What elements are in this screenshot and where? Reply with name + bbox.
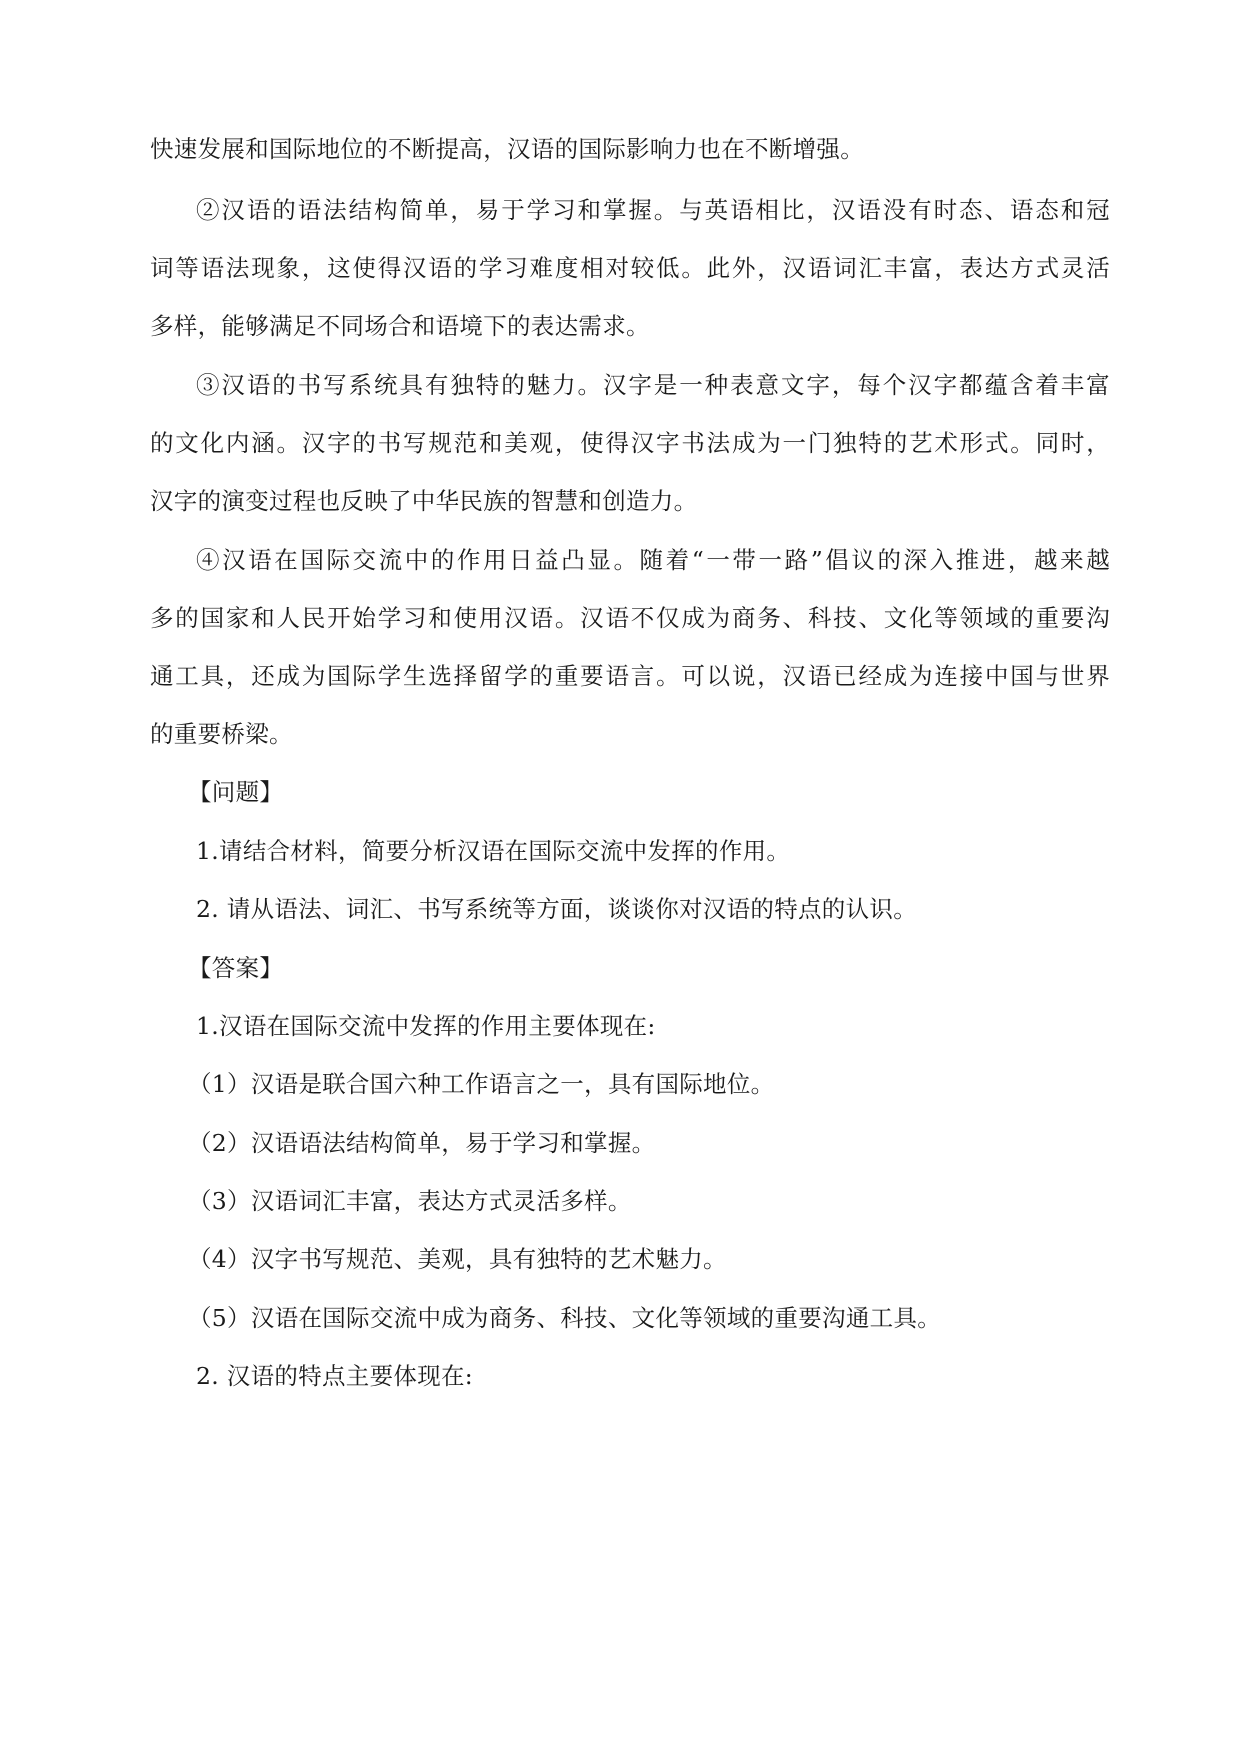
question-2: 2. 请从语法、词汇、书写系统等方面，谈谈你对汉语的特点的认识。 bbox=[196, 895, 917, 923]
answer-1-intro: 1.汉语在国际交流中发挥的作用主要体现在: bbox=[196, 1012, 656, 1040]
paragraph-line: ②汉语的语法结构简单，易于学习和掌握。与英语相比，汉语没有时态、语态和冠 bbox=[196, 196, 1110, 224]
paragraph-line: 汉字的演变过程也反映了中华民族的智慧和创造力。 bbox=[150, 487, 698, 515]
answers-heading: 【答案】 bbox=[188, 954, 284, 982]
answer-2-intro: 2. 汉语的特点主要体现在: bbox=[196, 1362, 474, 1390]
paragraph-line: 快速发展和国际地位的不断提高，汉语的国际影响力也在不断增强。 bbox=[150, 135, 864, 163]
question-1: 1.请结合材料，简要分析汉语在国际交流中发挥的作用。 bbox=[196, 837, 791, 865]
paragraph-line: 的重要桥梁。 bbox=[150, 720, 293, 748]
paragraph-line: 通工具，还成为国际学生选择留学的重要语言。可以说，汉语已经成为连接中国与世界 bbox=[150, 662, 1110, 690]
answer-1-item: （4）汉字书写规范、美观，具有独特的艺术魅力。 bbox=[188, 1245, 727, 1273]
answer-1-item: （2）汉语语法结构简单，易于学习和掌握。 bbox=[188, 1129, 656, 1157]
paragraph-line: ③汉语的书写系统具有独特的魅力。汉字是一种表意文字，每个汉字都蕴含着丰富 bbox=[196, 371, 1110, 399]
answer-1-item: （1）汉语是联合国六种工作语言之一，具有国际地位。 bbox=[188, 1070, 775, 1098]
answer-1-item: （3）汉语词汇丰富，表达方式灵活多样。 bbox=[188, 1187, 632, 1215]
paragraph-line: 的文化内涵。汉字的书写规范和美观，使得汉字书法成为一门独特的艺术形式。同时， bbox=[150, 429, 1110, 457]
paragraph-line: 词等语法现象，这使得汉语的学习难度相对较低。此外，汉语词汇丰富，表达方式灵活 bbox=[150, 254, 1110, 282]
paragraph-line: 多的国家和人民开始学习和使用汉语。汉语不仅成为商务、科技、文化等领域的重要沟 bbox=[150, 604, 1110, 632]
questions-heading: 【问题】 bbox=[188, 778, 284, 806]
paragraph-line: ④汉语在国际交流中的作用日益凸显。随着“一带一路”倡议的深入推进，越来越 bbox=[196, 546, 1110, 574]
paragraph-line: 多样，能够满足不同场合和语境下的表达需求。 bbox=[150, 312, 650, 340]
answer-1-item: （5）汉语在国际交流中成为商务、科技、文化等领域的重要沟通工具。 bbox=[188, 1304, 942, 1332]
